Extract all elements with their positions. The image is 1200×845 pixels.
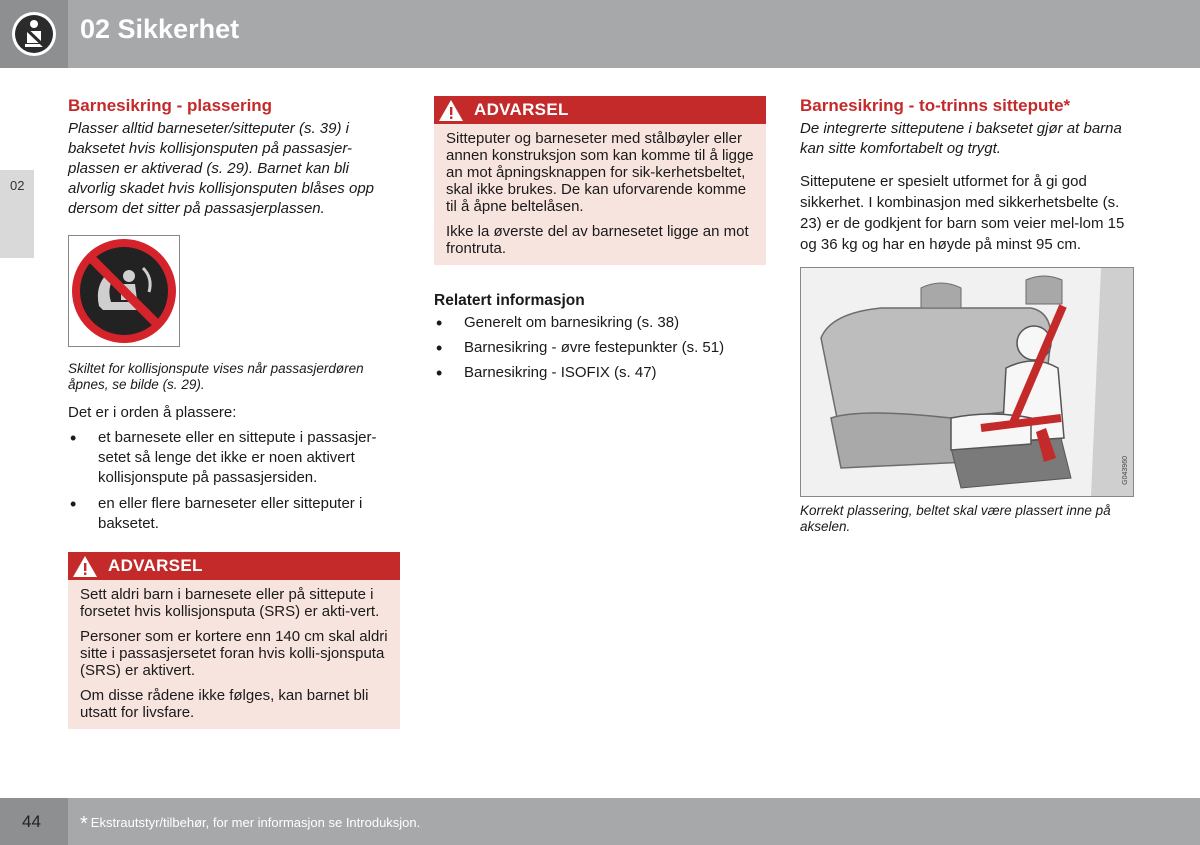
column-1 xyxy=(68,96,400,729)
related-link[interactable]: • Barnesikring - ISOFIX (s. 47) xyxy=(434,363,766,383)
placement-intro: Plasser alltid barneseter/sitteputer (s. 39) i baksetet hvis kollisjonsputen på passasjer-plassen er aktiverad (s. 29). Barnet kan bli alvorlig skadet hvis kollisjonsputen blåses opp dersom det sitter på passasjerplassen. xyxy=(68,120,375,217)
placement-lead: Det er i orden å plassere: xyxy=(68,404,237,421)
booster-body: Sitteputene er spesielt utformet for å gi god sikkerhet. I kombinasjon med sikkerhetsbelte (s. 23) er de godkjent for barn som veier mel-lom 15 og 36 kg og har en høyde på minst 95 cm. xyxy=(800,173,1125,253)
chapter-tab xyxy=(0,170,34,258)
warning-body xyxy=(68,580,400,729)
warning-box-airbag xyxy=(68,552,400,729)
warning-header xyxy=(434,96,766,124)
no-child-seat-airbag-icon xyxy=(69,236,179,346)
related-link[interactable]: • Barnesikring - øvre festepunkter (s. 51) xyxy=(434,338,766,358)
related-info-list xyxy=(434,313,766,383)
page-number: 44 xyxy=(22,812,41,831)
footnote xyxy=(80,813,420,836)
booster-caption: Korrekt plassering, beltet skal være plassert inne på akselen. xyxy=(800,503,1111,534)
warning-body xyxy=(434,124,766,265)
page-footer xyxy=(0,798,1200,845)
list-item: • en eller flere barneseter eller sitteputer i baksetet. xyxy=(68,494,400,534)
header-icon-box xyxy=(0,0,68,68)
warning-header xyxy=(68,552,400,580)
rear-seat-child-illustration xyxy=(801,268,1133,496)
warning-paragraph: Ikke la øverste del av barnesetet ligge an mot frontruta. xyxy=(446,223,749,257)
airbag-sign-caption: Skiltet for kollisjonspute vises når passasjerdøren åpnes, se bilde (s. 29). xyxy=(68,361,364,392)
placement-list xyxy=(68,428,400,534)
column-3 xyxy=(800,96,1134,535)
column-2 xyxy=(434,96,766,383)
image-code: G043960 xyxy=(1122,456,1129,485)
booster-illustration xyxy=(800,267,1134,497)
seatbelt-icon xyxy=(0,0,68,68)
warning-label: ADVARSEL xyxy=(474,100,569,119)
footnote-text: Ekstrautstyr/tilbehør, for mer informasjon se Introduksjon. xyxy=(90,815,421,830)
warning-triangle-icon xyxy=(438,99,464,122)
chapter-tab-label: 02 xyxy=(10,178,25,193)
warning-paragraph: Personer som er kortere enn 140 cm skal aldri sitte i passasjersetet foran hvis kolli-sjonsputa (SRS) er aktivert. xyxy=(80,628,388,679)
warning-paragraph: Sett aldri barn i barnesete eller på sittepute i forsetet hvis kollisjonsputa (SRS) er akti-vert. xyxy=(80,586,380,620)
footnote-star: * xyxy=(80,813,88,835)
warning-box-buckle xyxy=(434,96,766,265)
warning-paragraph: Sitteputer og barneseter med stålbøyler eller annen konstruksjon som kan komme til å ligge an mot åpningsknappen for sik-kerhetsbeltet, skal ikke brukes. De kan uforvarende komme til å åpne beltelåsen. xyxy=(446,130,754,215)
page-header xyxy=(0,0,1200,68)
page-number-box xyxy=(0,798,68,845)
booster-intro: De integrerte sitteputene i baksetet gjør at barna kan sitte komfortabelt og trygt. xyxy=(800,120,1122,157)
section-heading-booster: Barnesikring - to-trinns sittepute* xyxy=(800,96,1071,115)
related-info-heading: Relatert informasjon xyxy=(434,292,585,309)
warning-triangle-icon xyxy=(72,555,98,578)
warning-paragraph: Om disse rådene ikke følges, kan barnet bli utsatt for livsfare. xyxy=(80,687,369,721)
list-item: • et barnesete eller en sittepute i passasjer-setet så lenge det ikke er noen aktivert kollisjonspute på passasjersiden. xyxy=(68,428,400,488)
airbag-sign-figure xyxy=(68,235,180,347)
warning-label: ADVARSEL xyxy=(108,556,203,575)
section-heading-placement: Barnesikring - plassering xyxy=(68,96,273,115)
related-link[interactable]: • Generelt om barnesikring (s. 38) xyxy=(434,313,766,333)
page-title: 02 Sikkerhet xyxy=(80,14,240,44)
